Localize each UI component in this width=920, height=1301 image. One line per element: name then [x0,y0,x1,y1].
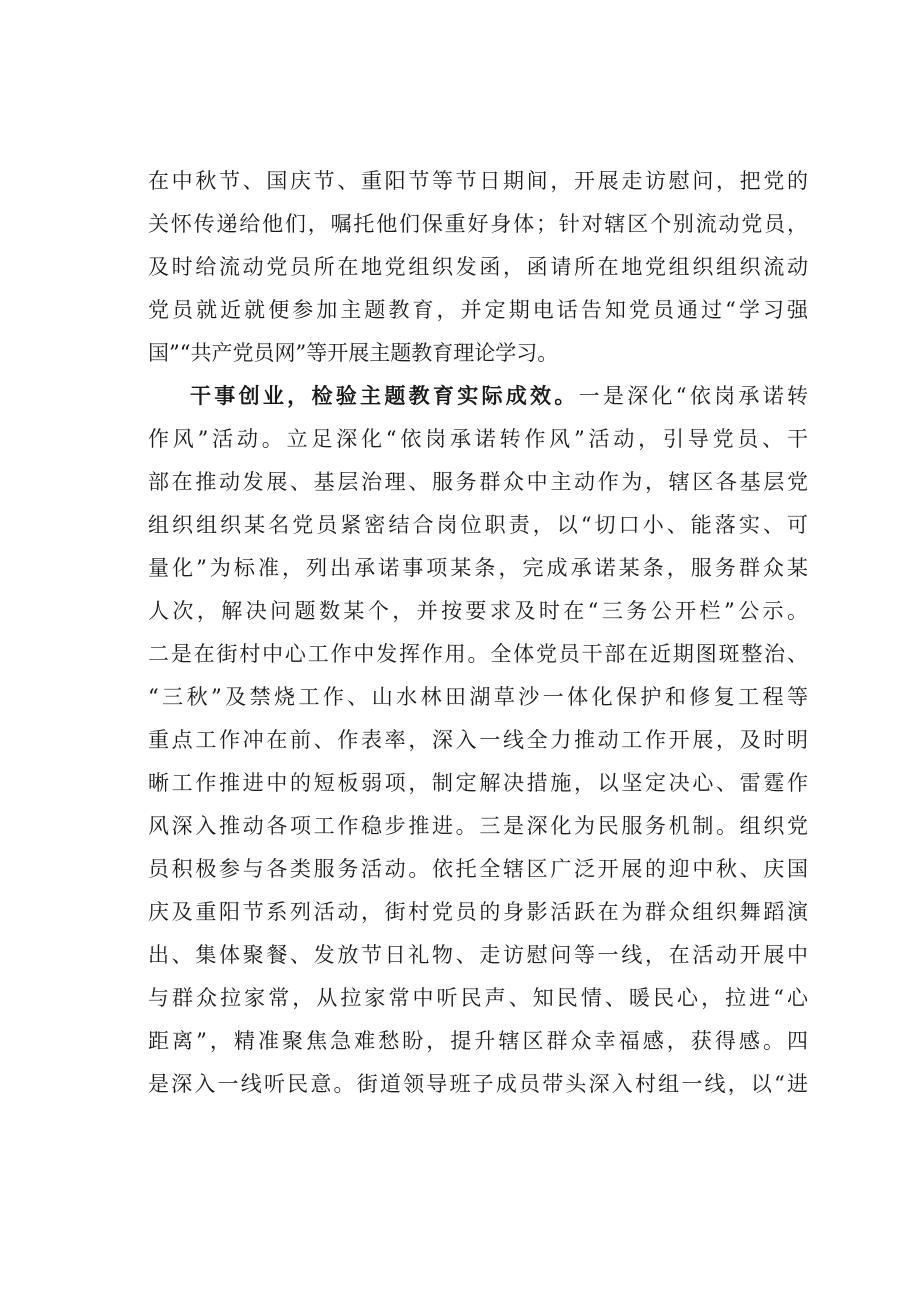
text-line: 党员就近就便参加主题教育，并定期电话告知党员通过“学习强 [148,298,808,322]
text-line: 量化”为标准，列出承诺事项某条，完成承诺某条，服务群众某 [148,556,808,580]
text-line: 及时给流动党员所在地党组织发函，函请所在地党组织组织流动 [148,255,808,279]
text-line: 风深入推动各项工作稳步推进。三是深化为民服务机制。组织党 [148,814,808,838]
text-line: 在中秋节、国庆节、重阳节等节日期间，开展走访慰问，把党的 [148,169,808,193]
text-line-first [148,375,808,418]
first-line-text: 一是深化“依岗承诺转 [578,384,808,408]
text-line: 关怀传递给他们，嘱托他们保重好身体；针对辖区个别流动党员， [148,212,808,236]
text-line: 距离”，精准聚焦急难愁盼，提升辖区群众幸福感，获得感。四 [148,1029,808,1053]
text-line: 人次，解决问题数某个，并按要求及时在“三务公开栏”公示。 [148,599,808,623]
text-line: 庆及重阳节系列活动，街村党员的身影活跃在为群众组织舞蹈演 [148,900,808,924]
text-line: 组织组织某名党员紧密结合岗位职责，以“切口小、能落实、可 [148,513,808,537]
text-line: 晰工作推进中的短板弱项，制定解决措施，以坚定决心、雷霆作 [148,771,808,795]
text-line: 与群众拉家常，从拉家常中听民声、知民情、暖民心，拉进“心 [148,986,808,1010]
document-page [148,160,808,1106]
text-line: 国”“共产党员网”等开展主题教育理论学习。 [148,341,559,365]
text-line: 员积极参与各类服务活动。依托全辖区广泛开展的迎中秋、庆国 [148,857,808,881]
text-line: 二是在街村中心工作中发挥作用。全体党员干部在近期图斑整治、 [148,642,808,666]
text-line: “三秋”及禁烧工作、山水林田湖草沙一体化保护和修复工程等 [148,685,808,709]
text-line: 部在推动发展、基层治理、服务群众中主动作为，辖区各基层党 [148,470,808,494]
paragraph-visits [148,160,808,375]
text-line: 是深入一线听民意。街道领导班子成员带头深入村组一线，以“进 [148,1072,808,1096]
text-line: 出、集体聚餐、发放节日礼物、走访慰问等一线，在活动开展中 [148,943,808,967]
section-lead-heading: 干事创业，检验主题教育实际成效。 [190,384,579,408]
text-line: 重点工作冲在前、作表率，深入一线全力推动工作开展，及时明 [148,728,808,752]
paragraph-results [148,375,808,1106]
text-line: 作风”活动。立足深化“依岗承诺转作风”活动，引导党员、干 [148,427,808,451]
